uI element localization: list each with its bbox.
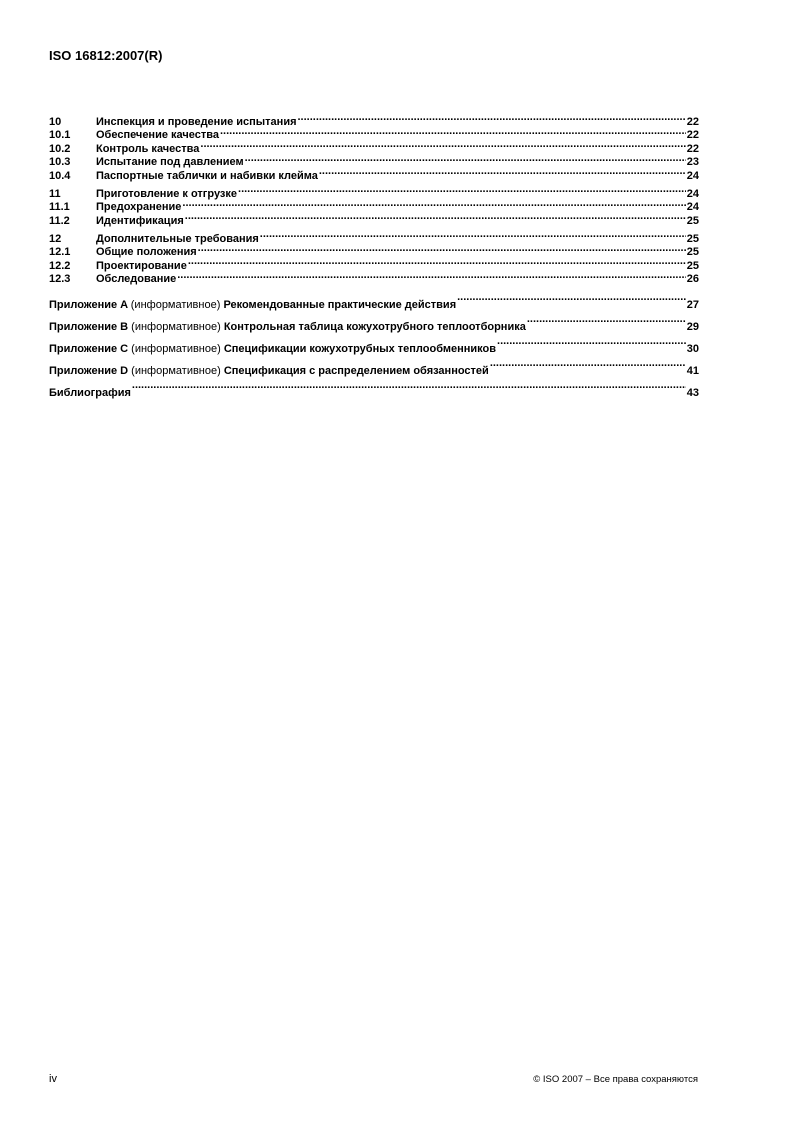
toc-entry-number: 10.3 [49,156,71,168]
toc-dot-leader [245,152,686,166]
toc-entry-page: 29 [686,321,699,333]
toc-annex-label: Приложение D [49,365,129,377]
toc-annex-label: Приложение A [49,299,128,311]
toc-entry[interactable] [49,228,699,245]
toc-dot-leader [319,165,686,179]
toc-dot-leader [457,287,686,308]
toc-dot-leader [200,138,685,152]
toc-entry-page: 41 [686,365,699,377]
toc-dot-leader [298,111,686,125]
toc-entry-number: 11.2 [49,214,70,227]
toc-entry-page: 25 [686,259,699,272]
toc-dot-leader [220,125,686,139]
toc-sections [49,111,699,285]
toc-dot-leader [198,242,686,256]
toc-entry-title: Дополнительные требования [96,232,259,245]
toc-entry-title: Предохранение [96,201,182,213]
toc-annex-heading [49,339,496,360]
toc-dot-leader [527,309,686,330]
toc-annex-heading [49,295,456,316]
toc-annex-type: (информативное) [131,343,221,355]
toc-entry-title: Приготовление к отгрузке [96,187,238,200]
toc-annex-type: (информативное) [131,365,221,377]
toc-dot-leader [132,375,686,396]
toc-entry-page: 22 [686,115,699,128]
toc-entry-number: 12.2 [49,259,71,272]
toc-annex-type: (информативное) [131,321,221,333]
toc-entry-number: 10 [49,115,62,128]
toc-entry-number: 10.2 [49,142,71,155]
document-id-header: ISO 16812:2007(R) [49,48,163,63]
toc-entry-title: Библиография [49,387,131,399]
copyright-notice: © ISO 2007 – Все права сохраняются [533,1074,698,1085]
toc-annex-title: Контрольная таблица кожухотрубного теплоотборника [223,321,526,333]
toc-dot-leader [182,197,685,211]
toc-entry-page: 22 [686,142,699,155]
toc-entry-page: 22 [686,129,699,141]
toc-entry-page: 24 [686,169,699,182]
toc-entry-number: 12.1 [49,246,71,258]
table-of-contents [49,111,699,399]
toc-entry-title: Проектирование [96,259,187,272]
toc-dot-leader [185,210,686,224]
toc-entry-number: 11.1 [49,201,70,213]
toc-entry-title: Обеспечение качества [96,129,219,141]
toc-entry-number: 11 [49,187,61,200]
toc-entry-page: 26 [686,273,699,285]
toc-entry[interactable] [49,111,699,128]
toc-entry-page: 23 [686,156,699,168]
toc-entry-title: Паспортные таблички и набивки клейма [96,169,318,182]
toc-entry-title: Общие положения [96,246,197,258]
toc-annex-title: Рекомендованные практические действия [223,299,457,311]
toc-entry-bibliography[interactable] [49,375,699,399]
toc-dot-leader [177,269,686,283]
toc-dot-leader [238,183,686,197]
toc-entry-title: Идентификация [96,214,184,227]
page-number: iv [49,1073,57,1085]
toc-entry-page: 24 [686,187,699,200]
toc-entry-page: 27 [686,299,699,311]
toc-entry-number: 10.1 [49,129,71,141]
toc-entry-number: 12 [49,232,62,245]
toc-entry-page: 25 [686,232,699,245]
toc-entry-page: 43 [686,387,699,399]
toc-entry-page: 25 [686,214,699,227]
toc-entry-page: 30 [686,343,699,355]
toc-entry-page: 24 [686,201,699,213]
toc-annex-heading [49,317,526,338]
toc-annexes [49,287,699,377]
toc-annex-type: (информативное) [130,299,221,311]
toc-entry-title: Контроль качества [96,142,200,155]
toc-entry-page: 25 [686,246,699,258]
toc-annex-label: Приложение C [49,343,129,355]
toc-dot-leader [188,255,686,269]
toc-entry[interactable] [49,183,699,200]
toc-entry-number: 12.3 [49,273,71,285]
toc-dot-leader [260,228,686,242]
toc-entry-number: 10.4 [49,169,71,182]
toc-entry-title: Инспекция и проведение испытания [96,115,297,128]
toc-annex-title: Спецификации кожухотрубных теплообменников [223,343,497,355]
toc-annex-label: Приложение B [49,321,129,333]
toc-annex-title: Спецификация с распределением обязанностей [223,365,489,377]
toc-dot-leader [497,331,686,352]
toc-entry-title: Обследование [96,273,177,285]
toc-entry-annex[interactable] [49,287,699,311]
toc-dot-leader [490,353,686,374]
toc-entry-title: Испытание под давлением [96,156,244,168]
